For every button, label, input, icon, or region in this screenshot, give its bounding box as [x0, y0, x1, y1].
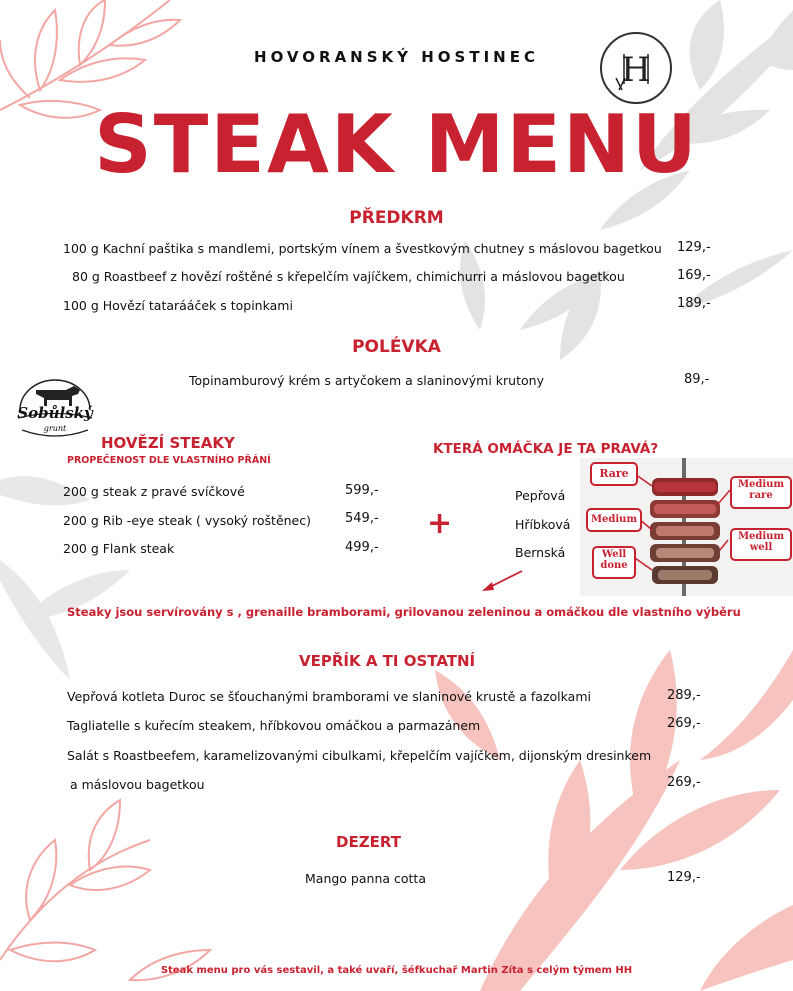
menu-item: Mango panna cotta — [305, 871, 426, 886]
section-heading-predkrm: PŘEDKRM — [349, 208, 444, 228]
doneness-label: Medium well — [730, 528, 792, 561]
steak-doneness-image — [580, 458, 793, 596]
sobulsky-logo — [12, 374, 98, 442]
serving-note: Steaky jsou servírovány s , grenaille bramborami, grilovanou zeleninou a omáčkou dle vlastního výběru — [67, 605, 741, 619]
menu-item: Vepřová kotleta Duroc se šťouchanými bramborami ve slaninové krustě a fazolkami — [67, 689, 591, 704]
sauce-item: Bernská — [515, 545, 566, 560]
section-heading-omacky: KTERÁ OMÁČKA JE TA PRAVÁ? — [433, 441, 659, 457]
sauce-item: Hříbková — [515, 517, 571, 532]
menu-title: STEAK MENU — [94, 98, 699, 191]
menu-item: Tagliatelle s kuřecím steakem, hříbkovou omáčkou a parmazánem — [67, 718, 481, 733]
doneness-label: Well done — [592, 546, 636, 579]
menu-item: Topinamburový krém s artyčokem a slaninovými krutony — [189, 373, 544, 388]
logo-hh-icon — [602, 34, 670, 102]
section-heading-polevka: POLÉVKA — [352, 337, 441, 357]
footer-note: Steak menu pro vás sestavil, a také uvaří, šéfkuchař Martin Zíta s celým týmem HH — [160, 965, 633, 976]
menu-item: 100 g Kachní paštika s mandlemi, portským vínem a švestkovým chutney s máslovou bagetkou — [63, 241, 662, 256]
menu-item: 80 g Roastbeef z hovězí roštěné s křepelčím vajíčkem, chimichurri a máslovou bagetkou — [72, 269, 625, 284]
menu-item: 200 g steak z pravé svíčkové — [63, 484, 245, 499]
section-heading-steaky: HOVĚZÍ STEAKY — [101, 434, 235, 452]
menu-item-price: 289,- — [667, 688, 701, 703]
menu-item: 200 g Flank steak — [63, 541, 175, 556]
svg-text:H: H — [621, 50, 651, 90]
menu-item-price: 89,- — [684, 372, 710, 387]
sobulsky-sub: grunt — [43, 424, 67, 433]
menu-item-price: 189,- — [677, 296, 711, 311]
doneness-label: Medium — [586, 508, 642, 532]
arrow-icon — [478, 568, 526, 594]
section-heading-dezert: DEZERT — [336, 833, 401, 851]
restaurant-logo — [600, 32, 672, 104]
menu-item-continuation: a máslovou bagetkou — [70, 777, 205, 792]
steaky-subheading: PROPEČENOST DLE VLASTNÍHO PŘÁNÍ — [67, 455, 271, 466]
plus-sign: + — [427, 506, 453, 541]
menu-item-price: 499,- — [345, 540, 379, 555]
menu-item: 200 g Rib -eye steak ( vysoký roštěnec) — [63, 513, 311, 528]
menu-item: 100 g Hovězí tatarááček s topinkami — [63, 298, 293, 313]
sobulsky-name: Sobůlský — [17, 404, 93, 422]
menu-item-price: 549,- — [345, 511, 379, 526]
section-heading-veprik: VEPŘÍK A TI OSTATNÍ — [299, 652, 476, 670]
menu-item-price: 129,- — [667, 870, 701, 885]
menu-item-price: 169,- — [677, 268, 711, 283]
menu-item: Salát s Roastbeefem, karamelizovanými cibulkami, křepelčím vajíčkem, dijonským dresinkem — [67, 748, 652, 763]
menu-item-price: 129,- — [677, 240, 711, 255]
menu-item-price: 269,- — [667, 775, 701, 790]
doneness-label: Medium rare — [730, 476, 792, 509]
sauce-item: Pepřová — [515, 488, 566, 503]
restaurant-name: HOVORANSKÝ HOSTINEC — [254, 48, 539, 66]
doneness-label: Rare — [590, 462, 638, 486]
menu-item-price: 599,- — [345, 483, 379, 498]
menu-item-price: 269,- — [667, 716, 701, 731]
